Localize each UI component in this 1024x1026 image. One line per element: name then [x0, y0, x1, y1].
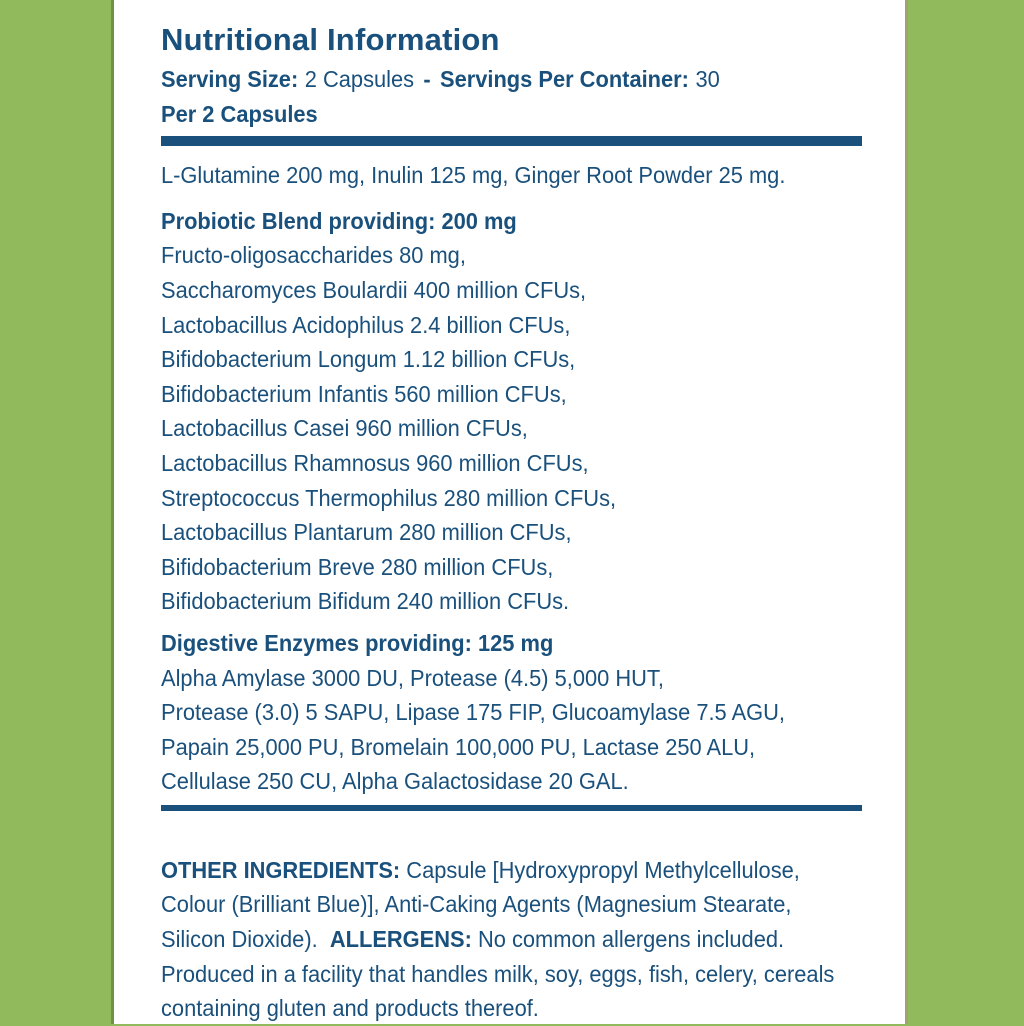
separator-dash: - [423, 66, 431, 92]
probiotic-line: Lactobacillus Acidophilus 2.4 billion CFUs, [161, 311, 571, 338]
allergens-line [161, 922, 812, 957]
enzyme-line: Alpha Amylase 3000 DU, Protease (4.5) 5,000 HUT, [161, 664, 664, 691]
probiotic-line: Bifidobacterium Breve 280 million CFUs, [161, 553, 554, 580]
other-ingredients-label: OTHER INGREDIENTS: [161, 856, 401, 883]
probiotic-line: Fructo-oligosaccharides 80 mg, [161, 242, 466, 269]
serving-info-line [161, 62, 812, 97]
base-ingredients-line: L-Glutamine 200 mg, Inulin 125 mg, Ginger Root Powder 25 mg. [161, 162, 786, 189]
allergens-text: No common allergens included. [471, 926, 785, 953]
probiotic-line: Streptococcus Thermophilus 280 million CFUs, [161, 484, 617, 511]
page-title: Nutritional Information [161, 22, 500, 57]
probiotic-line: Bifidobacterium Infantis 560 million CFUs, [161, 380, 567, 407]
servings-per-container-label: Servings Per Container: [439, 66, 689, 92]
enzyme-line: Papain 25,000 PU, Bromelain 100,000 PU, Lactase 250 ALU, [161, 733, 756, 760]
allergens-pre-text: Silicon Dioxide). [161, 926, 330, 953]
serving-size-value: 2 Capsules [304, 66, 415, 92]
probiotic-line: Bifidobacterium Longum 1.12 billion CFUs, [161, 346, 576, 373]
other-ingredients-text: Capsule [Hydroxypropyl Methylcellulose, [400, 856, 800, 883]
other-ingredients-paragraph [161, 853, 861, 1026]
probiotic-blend-heading: Probiotic Blend providing: 200 mg [161, 207, 517, 234]
nutrition-label-panel [111, 0, 908, 1024]
probiotic-line: Lactobacillus Rhamnosus 960 million CFUs, [161, 449, 589, 476]
other-ingredients-line [161, 853, 812, 888]
probiotic-line: Bifidobacterium Bifidum 240 million CFUs. [161, 588, 570, 615]
probiotic-line: Lactobacillus Plantarum 280 million CFUs, [161, 519, 572, 546]
digestive-enzymes-heading: Digestive Enzymes providing: 125 mg [161, 629, 554, 656]
facility-warning-line: Produced in a facility that handles milk, soy, eggs, fish, celery, cereals [161, 960, 835, 987]
enzyme-line: Protease (3.0) 5 SAPU, Lipase 175 FIP, Glucoamylase 7.5 AGU, [161, 699, 786, 726]
serving-size-label: Serving Size: [161, 66, 299, 92]
divider-thick [161, 136, 862, 146]
probiotic-line: Saccharomyces Boulardii 400 million CFUs, [161, 276, 587, 303]
probiotic-line: Lactobacillus Casei 960 million CFUs, [161, 415, 528, 442]
allergens-label: ALLERGENS: [329, 926, 472, 953]
other-ingredients-line: Colour (Brilliant Blue)], Anti-Caking Agents (Magnesium Stearate, [161, 891, 792, 918]
servings-per-container-value: 30 [695, 66, 720, 92]
facility-warning-line: containing gluten and products thereof. [161, 995, 539, 1022]
divider-thin [161, 805, 862, 811]
per-capsules-line: Per 2 Capsules [161, 100, 318, 127]
enzyme-line: Cellulase 250 CU, Alpha Galactosidase 20 GAL. [161, 768, 629, 795]
